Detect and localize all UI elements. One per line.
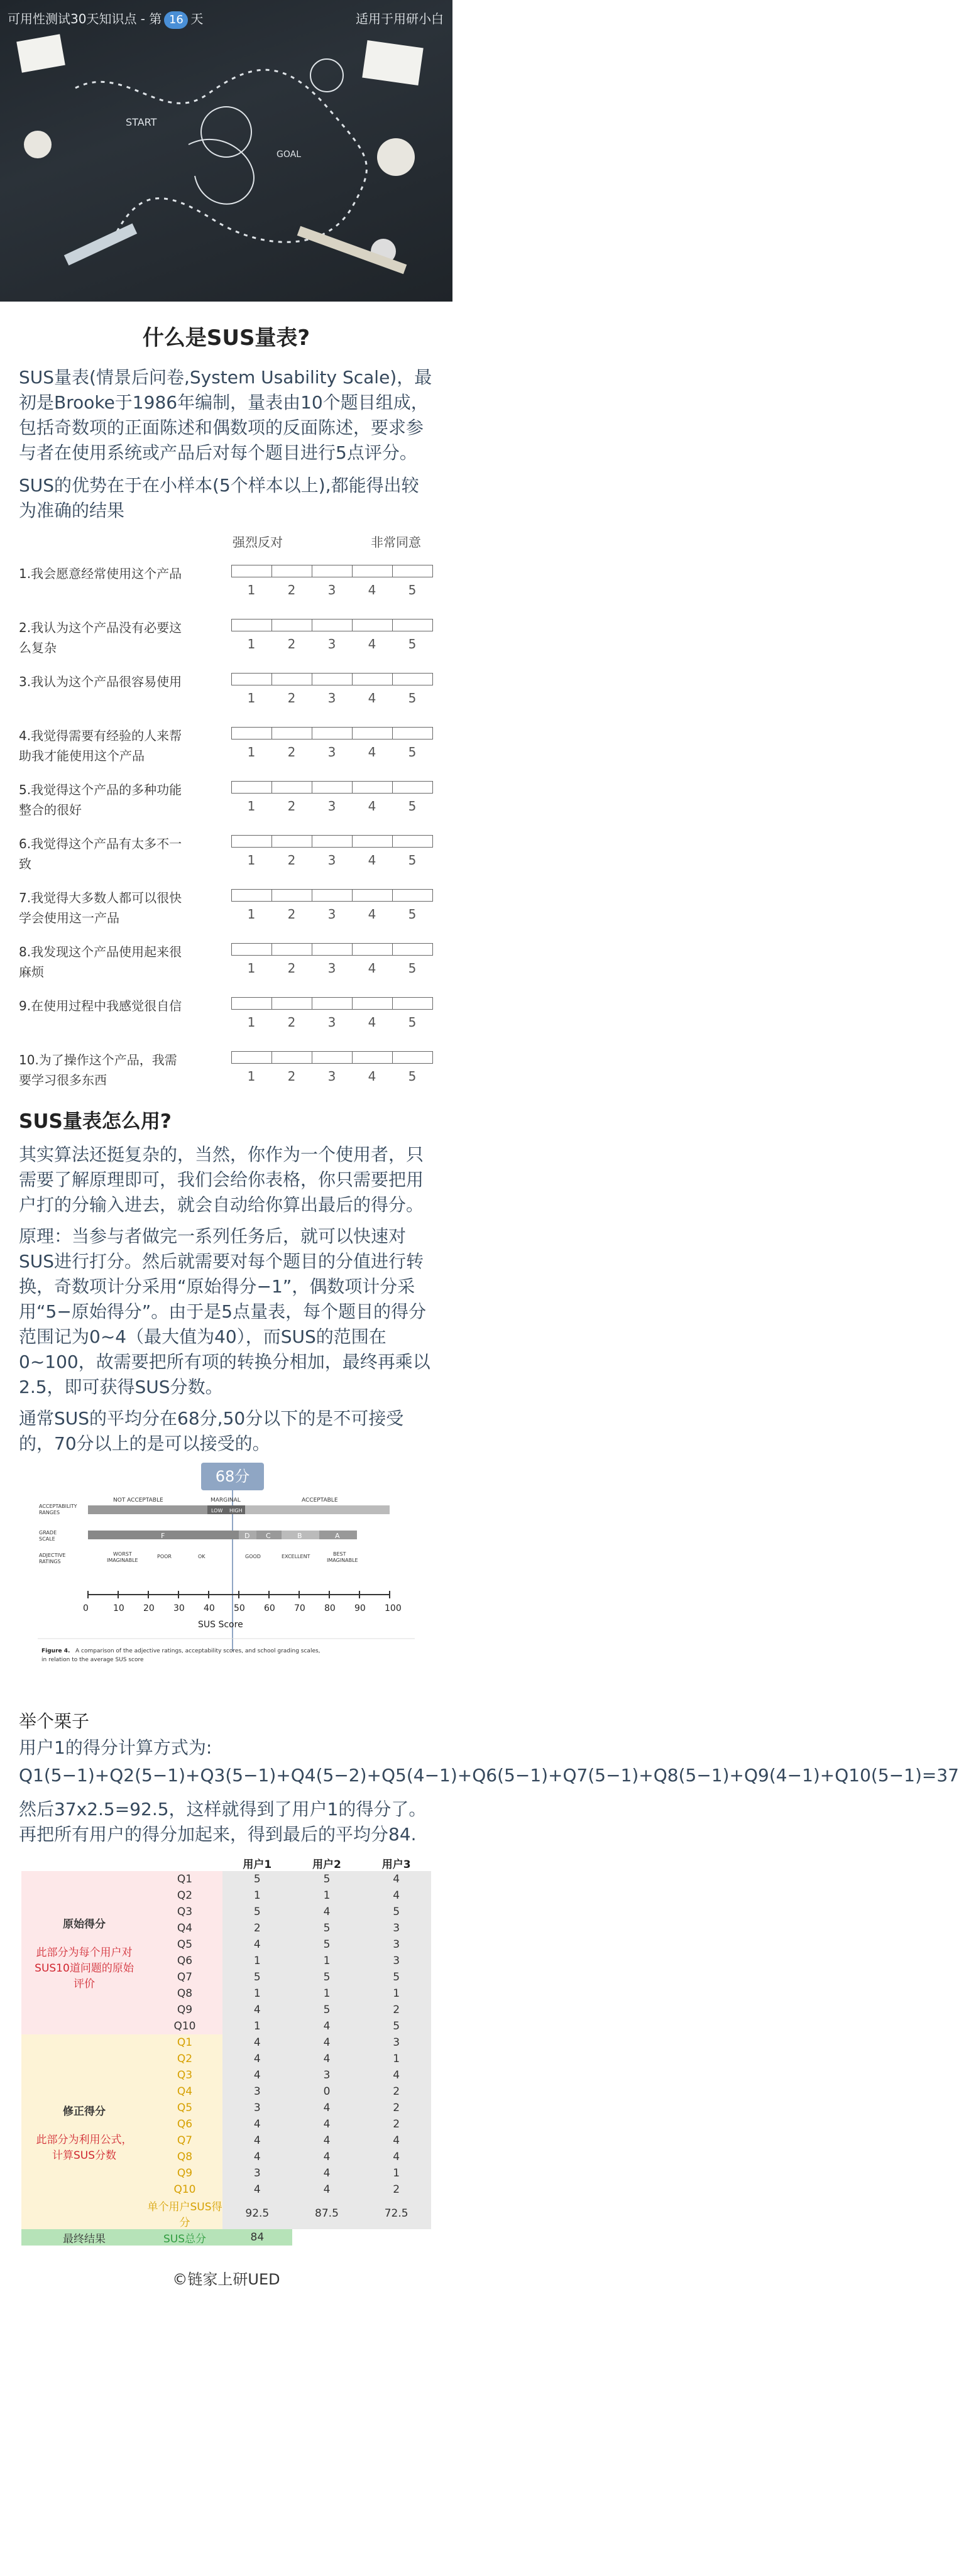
adjusted-score: 3 <box>222 2083 292 2100</box>
scale-number: 1 <box>247 1015 256 1030</box>
user-sus-label: 单个用户SUS得分 <box>147 2198 222 2229</box>
question-label: Q8 <box>147 1985 222 2002</box>
rating-scale[interactable] <box>231 619 432 631</box>
footer-credit: ©链家上研UED <box>172 2271 280 2288</box>
questionnaire-item <box>19 1039 434 1093</box>
adjusted-score: 2 <box>361 2181 431 2198</box>
how-paragraph-2: 原理：当参与者做完一系列任务后，就可以快速对SUS进行打分。然后就需要对每个题目的分值进行转换，奇数项计分采用“原始得分−1”，偶数项计分采用“5−原始得分”。由于是5点量表，每个题目的得分范围记为0~4（最大值为40），而SUS的范围在0~100，故需要把所有项的转换分相加，最终再乘以2.5，即可获得SUS分数。 <box>19 1226 430 1397</box>
scale-number: 2 <box>287 1015 296 1030</box>
scale-number: 4 <box>368 907 376 922</box>
rating-box[interactable] <box>392 565 433 577</box>
svg-text:F: F <box>161 1532 165 1540</box>
raw-score: 1 <box>222 2018 292 2034</box>
table-row <box>21 2034 431 2051</box>
rating-box[interactable] <box>271 889 312 902</box>
example-conclusion: 然后37x2.5=92.5，这样就得到了用户1的得分了。再把所有用户的得分加起来，得到最后的平均分84. <box>19 1799 427 1845</box>
question-label: Q4 <box>147 1920 222 1936</box>
svg-text:START: START <box>126 116 157 128</box>
svg-text:A comparison of the adjective: A comparison of the adjective ratings, acceptability scores, and school grading scales, <box>75 1648 321 1654</box>
rating-box[interactable] <box>271 727 312 740</box>
hero-banner <box>0 0 452 302</box>
raw-score: 5 <box>222 1904 292 1920</box>
scale-number: 3 <box>327 961 336 976</box>
scale-number: 4 <box>368 853 376 868</box>
scale-number: 1 <box>247 853 256 868</box>
question-text: 6.我觉得这个产品有太多不一致 <box>19 836 182 871</box>
rating-box[interactable] <box>312 835 353 848</box>
question-label: Q10 <box>147 2018 222 2034</box>
raw-title: 原始得分 <box>63 1918 106 1931</box>
svg-text:POOR: POOR <box>157 1554 172 1559</box>
question-label: Q2 <box>147 1887 222 1904</box>
scale-number: 1 <box>247 961 256 976</box>
adj-section-label <box>21 2034 147 2229</box>
rating-box[interactable] <box>392 997 433 1010</box>
tick-label: 70 <box>294 1603 305 1613</box>
raw-section-label <box>21 1871 147 2034</box>
raw-score: 4 <box>361 1871 431 1887</box>
rating-box[interactable] <box>352 619 393 631</box>
svg-text:GOAL: GOAL <box>277 150 301 160</box>
question-text: 10.为了操作这个产品，我需要学习很多东西 <box>19 1052 177 1088</box>
rating-box[interactable] <box>231 565 272 577</box>
scale-number: 3 <box>327 582 336 598</box>
adjusted-score: 4 <box>222 2051 292 2067</box>
question-label: Q5 <box>147 1936 222 1953</box>
svg-text:HIGH: HIGH <box>229 1508 243 1514</box>
scale-left-anchor: 强烈反对 <box>233 535 283 550</box>
adj-title: 修正得分 <box>63 2105 106 2118</box>
svg-text:B: B <box>297 1532 302 1540</box>
raw-score: 1 <box>361 1985 431 2002</box>
scale-number: 1 <box>247 690 256 706</box>
rating-box[interactable] <box>231 1051 272 1064</box>
rating-box[interactable] <box>271 673 312 685</box>
sus-grading-figure <box>38 1463 415 1701</box>
rating-box[interactable] <box>231 889 272 902</box>
adjusted-score: 2 <box>361 2100 431 2116</box>
raw-score: 5 <box>292 1936 362 1953</box>
raw-score: 5 <box>222 1871 292 1887</box>
rating-box[interactable] <box>271 997 312 1010</box>
scale-number: 2 <box>287 636 296 652</box>
raw-score: 4 <box>222 1936 292 1953</box>
rating-scale[interactable] <box>231 835 432 848</box>
rating-scale[interactable] <box>231 727 432 740</box>
table-row <box>21 2229 431 2246</box>
rating-box[interactable] <box>271 835 312 848</box>
scale-number: 4 <box>368 745 376 760</box>
question-text: 9.在使用过程中我感觉很自信 <box>19 998 182 1013</box>
svg-text:ADJECTIVE: ADJECTIVE <box>39 1553 66 1558</box>
scale-number: 3 <box>327 1069 336 1084</box>
question-label: Q10 <box>147 2181 222 2198</box>
rating-box[interactable] <box>352 781 393 794</box>
raw-score: 1 <box>292 1985 362 2002</box>
rating-box[interactable] <box>231 943 272 956</box>
user-sus-score: 92.5 <box>222 2198 292 2229</box>
scale-number: 3 <box>327 907 336 922</box>
average-score-badge: 68分 <box>201 1463 264 1490</box>
how-paragraph-3: 通常SUS的平均分在68分,50分以下的是不可接受的，70分以上的是可以接受的。 <box>19 1408 404 1454</box>
rating-box[interactable] <box>231 727 272 740</box>
questionnaire-item <box>19 985 434 1039</box>
rating-scale[interactable] <box>231 781 432 794</box>
scale-number: 1 <box>247 745 256 760</box>
rating-box[interactable] <box>312 673 353 685</box>
how-paragraph-1: 其实算法还挺复杂的，当然，你作为一个使用者，只需要了解原理即可，我们会给你表格，你只需要把用户打的分输入进去，就会自动给你算出最后的得分。 <box>19 1144 424 1215</box>
rating-box[interactable] <box>312 781 353 794</box>
adjusted-score: 4 <box>292 2051 362 2067</box>
raw-score: 5 <box>361 1904 431 1920</box>
rating-box[interactable] <box>231 619 272 631</box>
adjusted-score: 1 <box>361 2051 431 2067</box>
rating-box[interactable] <box>312 997 353 1010</box>
questionnaire-item <box>19 822 434 876</box>
scale-number: 3 <box>327 853 336 868</box>
final-label: 最终结果 <box>21 2229 147 2246</box>
empty-cell <box>361 2229 431 2246</box>
raw-score: 5 <box>222 1969 292 1985</box>
svg-text:in relation to the average SUS: in relation to the average SUS score <box>41 1657 144 1663</box>
svg-text:Figure 4.: Figure 4. <box>41 1648 70 1654</box>
questionnaire-item <box>19 931 434 985</box>
question-text: 7.我觉得大多数人都可以很快学会使用这一产品 <box>19 890 182 925</box>
rating-box[interactable] <box>352 943 393 956</box>
scale-number: 4 <box>368 961 376 976</box>
scale-number: 2 <box>287 690 296 706</box>
how-heading: SUS量表怎么用? <box>19 1110 172 1133</box>
adjusted-score: 4 <box>292 2165 362 2181</box>
tick-label: 10 <box>113 1603 124 1613</box>
scale-number: 1 <box>247 582 256 598</box>
svg-text:OK: OK <box>198 1554 206 1559</box>
user2-header: 用户2 <box>292 1855 362 1871</box>
page-title: 什么是SUS量表? <box>142 325 310 351</box>
rating-box[interactable] <box>271 943 312 956</box>
question-label: Q4 <box>147 2083 222 2100</box>
tick-label: 90 <box>354 1603 366 1613</box>
adjusted-score: 2 <box>361 2116 431 2132</box>
raw-score: 1 <box>222 1953 292 1969</box>
hero-illustration <box>0 0 452 302</box>
svg-text:D: D <box>244 1532 250 1540</box>
rating-box[interactable] <box>231 673 272 685</box>
questionnaire-item <box>19 714 434 768</box>
scale-number: 5 <box>408 1069 417 1084</box>
rating-box[interactable] <box>352 1051 393 1064</box>
adjusted-score: 0 <box>292 2083 362 2100</box>
adjusted-score: 2 <box>361 2083 431 2100</box>
questionnaire-item <box>19 606 434 660</box>
rating-box[interactable] <box>312 943 353 956</box>
user1-header: 用户1 <box>222 1855 292 1871</box>
svg-text:SCALE: SCALE <box>39 1536 55 1542</box>
sus-questionnaire <box>0 532 452 1093</box>
scale-number: 2 <box>287 961 296 976</box>
rating-box[interactable] <box>392 1051 433 1064</box>
question-label: Q3 <box>147 1904 222 1920</box>
raw-score: 4 <box>292 2018 362 2034</box>
adjusted-score: 4 <box>292 2034 362 2051</box>
tick-label: 40 <box>204 1603 215 1613</box>
question-label: Q2 <box>147 2051 222 2067</box>
scale-number: 2 <box>287 907 296 922</box>
adjusted-score: 4 <box>292 2181 362 2198</box>
svg-text:ACCEPTABILITY: ACCEPTABILITY <box>39 1504 77 1509</box>
rating-box[interactable] <box>392 619 433 631</box>
question-label: Q7 <box>147 1969 222 1985</box>
adjusted-score: 4 <box>222 2034 292 2051</box>
grading-scale-diagram <box>38 1463 415 1701</box>
example-heading: 举个栗子 <box>19 1711 90 1732</box>
adjusted-score: 4 <box>361 2132 431 2149</box>
adjusted-score: 1 <box>361 2165 431 2181</box>
raw-score: 5 <box>361 2018 431 2034</box>
svg-text:A: A <box>335 1532 340 1540</box>
svg-text:RANGES: RANGES <box>39 1510 60 1515</box>
adjusted-score: 4 <box>292 2100 362 2116</box>
rating-scale[interactable] <box>231 997 432 1010</box>
intro-paragraph-1: SUS量表(情景后问卷,System Usability Scale)，最初是Brooke于1986年编制，量表由10个题目组成，包括奇数项的正面陈述和偶数项的反面陈述，要求参与者在使用系统或产品后对每个题目进行5点评分。 <box>19 367 432 463</box>
raw-score: 5 <box>292 1920 362 1936</box>
adjusted-score: 3 <box>361 2034 431 2051</box>
svg-text:MARGINAL: MARGINAL <box>211 1497 241 1504</box>
question-label: Q3 <box>147 2067 222 2083</box>
adjusted-score: 3 <box>222 2100 292 2116</box>
raw-score: 5 <box>292 1871 362 1887</box>
rating-box[interactable] <box>352 673 393 685</box>
raw-score: 1 <box>222 1887 292 1904</box>
question-label: Q7 <box>147 2132 222 2149</box>
rating-box[interactable] <box>352 835 393 848</box>
rating-box[interactable] <box>392 943 433 956</box>
scale-number: 5 <box>408 853 417 868</box>
raw-score: 5 <box>292 2002 362 2018</box>
rating-box[interactable] <box>231 835 272 848</box>
adjusted-score: 4 <box>222 2116 292 2132</box>
tick-label: 20 <box>143 1603 155 1613</box>
raw-score: 3 <box>361 1953 431 1969</box>
tick-label: 60 <box>264 1603 275 1613</box>
svg-text:LOW: LOW <box>211 1508 223 1514</box>
raw-score: 5 <box>292 1969 362 1985</box>
day-badge: 16 <box>164 11 188 29</box>
scale-number: 4 <box>368 690 376 706</box>
scale-number: 3 <box>327 690 336 706</box>
rating-box[interactable] <box>392 673 433 685</box>
raw-score: 1 <box>292 1953 362 1969</box>
raw-score: 4 <box>292 1904 362 1920</box>
audience-label: 适用于用研小白 <box>356 11 444 26</box>
rating-box[interactable] <box>312 727 353 740</box>
tick-label: 50 <box>234 1603 245 1613</box>
svg-text:RATINGS: RATINGS <box>39 1559 61 1564</box>
svg-text:NOT ACCEPTABLE: NOT ACCEPTABLE <box>113 1497 163 1504</box>
scale-number: 5 <box>408 961 417 976</box>
rating-box[interactable] <box>392 781 433 794</box>
rating-box[interactable] <box>392 727 433 740</box>
rating-scale[interactable] <box>231 943 432 956</box>
rating-box[interactable] <box>271 781 312 794</box>
question-label: Q6 <box>147 2116 222 2132</box>
questionnaire-item <box>19 768 434 822</box>
questionnaire-item <box>19 876 434 931</box>
tick-label: 30 <box>173 1603 185 1613</box>
rating-box[interactable] <box>312 889 353 902</box>
scale-number: 5 <box>408 582 417 598</box>
scale-number: 3 <box>327 745 336 760</box>
final-value: 84 <box>222 2229 292 2246</box>
adjusted-score: 4 <box>361 2149 431 2165</box>
question-text: 5.我觉得这个产品的多种功能整合的很好 <box>19 782 182 817</box>
scale-right-anchor: 非常同意 <box>371 535 421 550</box>
scale-number: 2 <box>287 745 296 760</box>
example-formula: Q1(5−1)+Q2(5−1)+Q3(5−1)+Q4(5−2)+Q5(4−1)+Q6(5−1)+Q7(5−1)+Q8(5−1)+Q9(4−1)+Q10(5−1)=37 <box>19 1765 959 1786</box>
user-sus-score: 87.5 <box>292 2198 362 2229</box>
raw-score: 1 <box>292 1887 362 1904</box>
adj-note: 此部分为利用公式，计算SUS分数 <box>36 2133 133 2162</box>
adjusted-score: 4 <box>292 2116 362 2132</box>
sus-score-table <box>21 1855 431 2246</box>
rating-box[interactable] <box>312 619 353 631</box>
svg-text:GRADE: GRADE <box>39 1530 57 1536</box>
svg-text:C: C <box>266 1532 271 1540</box>
scale-number: 1 <box>247 636 256 652</box>
svg-text:SUS Score: SUS Score <box>198 1620 243 1630</box>
raw-note: 此部分为每个用户对SUS10道问题的原始评价 <box>35 1946 134 1990</box>
tick-label: 80 <box>324 1603 336 1613</box>
question-label: Q5 <box>147 2100 222 2116</box>
question-text: 4.我觉得需要有经验的人来帮助我才能使用这个产品 <box>19 728 182 763</box>
adjusted-score: 4 <box>361 2067 431 2083</box>
question-label: Q1 <box>147 2034 222 2051</box>
svg-text:GOOD: GOOD <box>245 1554 261 1559</box>
rating-box[interactable] <box>231 997 272 1010</box>
svg-text:BEST: BEST <box>333 1551 346 1557</box>
scale-number: 5 <box>408 907 417 922</box>
adjusted-score: 4 <box>292 2149 362 2165</box>
scale-number: 1 <box>247 907 256 922</box>
raw-score: 5 <box>361 1969 431 1985</box>
rating-box[interactable] <box>352 997 393 1010</box>
rating-box[interactable] <box>352 889 393 902</box>
adjusted-score: 3 <box>292 2067 362 2083</box>
svg-text:EXCELLENT: EXCELLENT <box>282 1554 310 1559</box>
raw-score: 2 <box>222 1920 292 1936</box>
scale-number: 3 <box>327 636 336 652</box>
scale-number: 1 <box>247 1069 256 1084</box>
user-sus-score: 72.5 <box>361 2198 431 2229</box>
raw-score: 4 <box>361 1887 431 1904</box>
question-label: Q1 <box>147 1871 222 1887</box>
adjusted-score: 4 <box>222 2149 292 2165</box>
rating-box[interactable] <box>271 1051 312 1064</box>
scale-number: 2 <box>287 799 296 814</box>
rating-box[interactable] <box>271 619 312 631</box>
question-text: 1.我会愿意经常使用这个产品 <box>19 566 182 581</box>
scale-number: 5 <box>408 636 417 652</box>
raw-score: 2 <box>361 2002 431 2018</box>
questionnaire-item <box>19 660 434 714</box>
scale-number: 4 <box>368 1069 376 1084</box>
scale-number: 3 <box>327 799 336 814</box>
tick-label: 100 <box>385 1603 402 1613</box>
scale-number: 4 <box>368 799 376 814</box>
raw-score: 3 <box>361 1936 431 1953</box>
rating-box[interactable] <box>392 835 433 848</box>
empty-cell <box>292 2229 362 2246</box>
scale-number: 4 <box>368 582 376 598</box>
adjusted-score: 3 <box>222 2165 292 2181</box>
svg-text:IMAGINABLE: IMAGINABLE <box>327 1558 358 1563</box>
rating-scale[interactable] <box>231 1051 432 1064</box>
user3-header: 用户3 <box>361 1855 431 1871</box>
svg-text:IMAGINABLE: IMAGINABLE <box>107 1558 138 1563</box>
intro-paragraph-2: SUS的优势在于在小样本(5个样本以上),都能得出较为准确的结果 <box>19 475 419 521</box>
raw-score: 4 <box>222 2002 292 2018</box>
adjusted-score: 4 <box>292 2132 362 2149</box>
rating-scale[interactable] <box>231 889 432 902</box>
tick-label: 0 <box>83 1603 89 1613</box>
adjusted-score: 4 <box>222 2067 292 2083</box>
svg-text:WORST: WORST <box>113 1551 132 1557</box>
scale-number: 5 <box>408 745 417 760</box>
raw-score: 3 <box>361 1920 431 1936</box>
question-label: Q8 <box>147 2149 222 2165</box>
rating-box[interactable] <box>312 1051 353 1064</box>
scale-number: 4 <box>368 636 376 652</box>
question-label: Q9 <box>147 2165 222 2181</box>
scale-number: 5 <box>408 1015 417 1030</box>
rating-box[interactable] <box>312 565 353 577</box>
rating-box[interactable] <box>392 889 433 902</box>
rating-box[interactable] <box>352 565 393 577</box>
rating-box[interactable] <box>231 781 272 794</box>
question-text: 2.我认为这个产品没有必要这么复杂 <box>19 620 182 655</box>
question-text: 8.我发现这个产品使用起来很麻烦 <box>19 944 182 980</box>
rating-box[interactable] <box>271 565 312 577</box>
table-row <box>21 1871 431 1887</box>
scale-number: 5 <box>408 799 417 814</box>
scale-number: 2 <box>287 582 296 598</box>
example-line1: 用户1的得分计算方式为: <box>19 1737 212 1758</box>
question-text: 3.我认为这个产品很容易使用 <box>19 674 182 689</box>
adjusted-score: 4 <box>222 2181 292 2198</box>
scale-number: 5 <box>408 690 417 706</box>
series-title: 可用性测试30天知识点 - 第 16 天 <box>8 9 203 29</box>
scale-number: 4 <box>368 1015 376 1030</box>
rating-scale[interactable] <box>231 565 432 577</box>
final-mid-label: SUS总分 <box>147 2229 222 2246</box>
question-label: Q6 <box>147 1953 222 1969</box>
adjusted-score: 4 <box>222 2132 292 2149</box>
scale-number: 2 <box>287 853 296 868</box>
scale-number: 2 <box>287 1069 296 1084</box>
scale-number: 3 <box>327 1015 336 1030</box>
rating-box[interactable] <box>352 727 393 740</box>
svg-text:ACCEPTABLE: ACCEPTABLE <box>302 1497 338 1504</box>
scale-number: 1 <box>247 799 256 814</box>
raw-score: 1 <box>222 1985 292 2002</box>
questionnaire-item <box>19 552 434 606</box>
question-label: Q9 <box>147 2002 222 2018</box>
rating-scale[interactable] <box>231 673 432 685</box>
